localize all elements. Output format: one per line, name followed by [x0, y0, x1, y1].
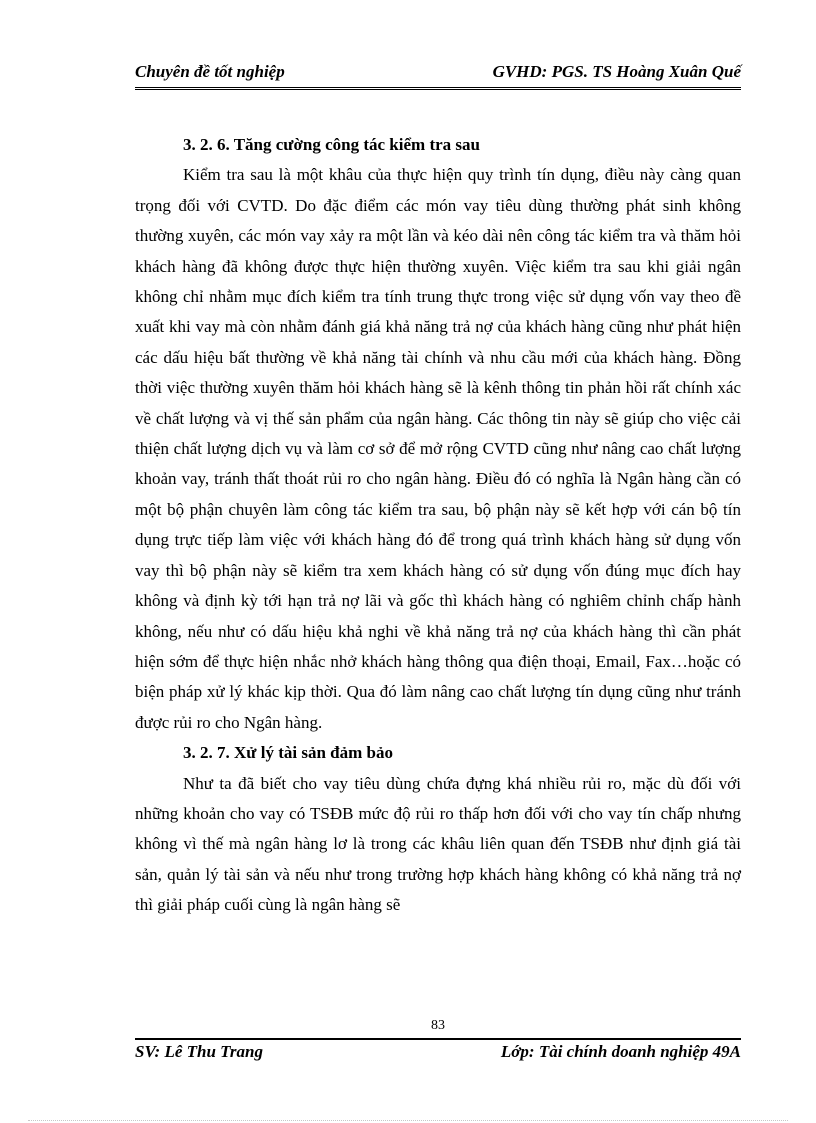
- section-heading-3-2-7: 3. 2. 7. Xử lý tài sản đảm bảo: [183, 743, 393, 763]
- document-body: [135, 130, 741, 921]
- header-advisor: GVHD: PGS. TS Hoàng Xuân Quế: [492, 62, 741, 81]
- section-heading-3-2-6: 3. 2. 6. Tăng cường công tác kiểm tra sau: [183, 135, 480, 154]
- page-number: 83: [431, 1018, 445, 1033]
- paragraph: Kiểm tra sau là một khâu của thực hiện quy trình tín dụng, điều này càng quan trọng đối với CVTD. Do đặc điểm các món vay tiêu dùng thường phát sinh không thường xuyên, các món vay xảy ra một lần và kéo dài nên công tác kiểm tra và thăm hỏi khách hàng đã không được thực hiện thường xuyên. Việc kiểm tra sau khi giải ngân không chỉ nhằm mục đích kiểm tra tính trung thực trong việc sử dụng vốn vay theo đề xuất khi vay mà còn nhằm đánh giá khả năng trả nợ của khách hàng cũng như phát hiện các dấu hiệu bất thường về khả năng tài chính và nhu cầu mới của khách hàng. Đồng thời việc thường xuyên thăm hỏi khách hàng sẽ là kênh thông tin phản hồi rất chính xác về chất lượng và vị thế sản phẩm của ngân hàng. Các thông tin này sẽ giúp cho việc cải thiện chất lượng dịch vụ và làm cơ sở để mở rộng CVTD cũng như nâng cao chất lượng khoản vay, tránh thất thoát rủi ro cho ngân hàng. Điều đó có nghĩa là Ngân hàng cần có một bộ phận chuyên làm công tác kiểm tra sau, bộ phận này sẽ kết hợp với cán bộ tín dụng trực tiếp làm việc với khách hàng đó để trong quá trình khách hàng sử dụng vốn vay thì bộ phận này sẽ kiểm tra xem khách hàng có sử dụng vốn đúng mục đích hay không và định kỳ tới hạn trả nợ lãi và gốc thì khách hàng có nghiêm chỉnh chấp hành không, nếu như có dấu hiệu khả nghi về khả năng trả nợ của khách hàng thì cần phát hiện sớm để thực hiện nhắc nhở khách hàng thông qua điện thoại, Email, Fax…hoặc có biện pháp xử lý khác kịp thời. Qua đó làm nâng cao chất lượng tín dụng cũng như tránh được rủi ro cho Ngân hàng.: [135, 165, 741, 732]
- footer-divider: [135, 1038, 741, 1040]
- page-edge-dotted-line: [28, 1120, 788, 1121]
- footer-student: SV: Lê Thu Trang: [135, 1042, 263, 1061]
- page-header: [135, 60, 741, 88]
- page-footer: [135, 1042, 741, 1068]
- header-divider: [135, 87, 741, 90]
- footer-class: Lớp: Tài chính doanh nghiệp 49A: [500, 1042, 741, 1061]
- header-thesis-title: Chuyên đề tốt nghiệp: [135, 62, 285, 81]
- paragraph: Như ta đã biết cho vay tiêu dùng chứa đựng khá nhiều rủi ro, mặc dù đối với những khoản cho vay có TSĐB mức độ rủi ro thấp hơn đối với cho vay tín chấp nhưng không vì thế mà ngân hàng lơ là trong các khâu liên quan đến TSĐB như định giá tài sản, quản lý tài sản và nếu như trong trường hợp khách hàng không có khả năng trả nợ thì giải pháp cuối cùng là ngân hàng sẽ: [135, 773, 741, 915]
